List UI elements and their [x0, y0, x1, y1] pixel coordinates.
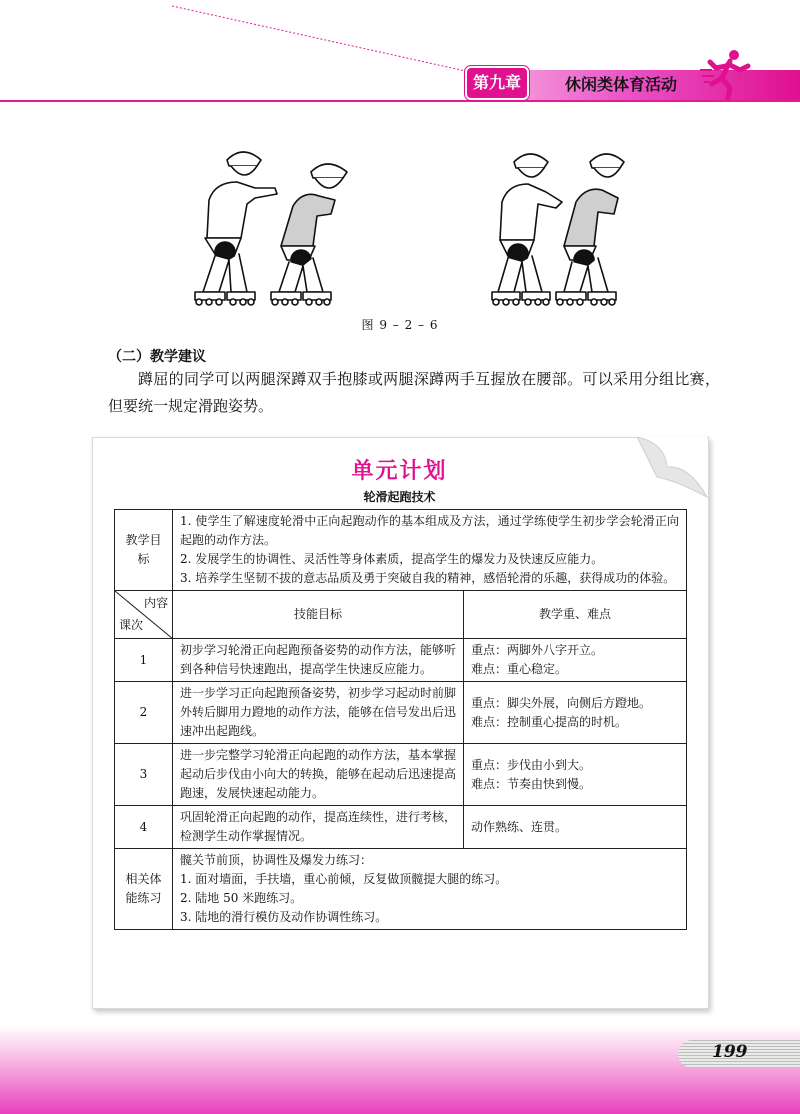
skill-column-header: 技能目标: [173, 591, 464, 639]
body-paragraph: 蹲屈的同学可以两腿深蹲双手抱膝或两腿深蹲两手互握放在腰部。可以采用分组比赛，但要统一规定滑跑姿势。: [108, 370, 720, 415]
fitness-intro: 髋关节前顶，协调性及爆发力练习：: [180, 853, 373, 867]
goal-item: 3. 培养学生坚韧不拔的意志品质及勇于突破自我的精神，感悟轮滑的乐趣，获得成功的体验。: [180, 571, 676, 585]
table-row: [115, 639, 687, 682]
chapter-badge: 第九章: [465, 66, 529, 100]
lesson-key-points: [464, 682, 687, 744]
header-rule: [0, 100, 800, 102]
unit-plan-title: 单元计划: [351, 459, 448, 484]
difficulty-point: 难点：重心稳定。: [471, 662, 568, 676]
lesson-skill: 初步学习轮滑正向起跑预备姿势的动作方法，能够听到各种信号快速跑出，提高学生快速反应能力。: [173, 639, 464, 682]
unit-plan-subtitle: 轮滑起跑技术: [363, 490, 436, 504]
lesson-skill: 巩固轮滑正向起跑的动作，提高连续性，进行考核，检测学生动作掌握情况。: [173, 806, 464, 849]
difficulty-point: 难点：控制重心提高的时机。: [471, 714, 628, 729]
key-point: 重点：步伐由小到大。: [471, 757, 592, 772]
table-row: [115, 744, 687, 806]
lesson-number: 2: [115, 682, 173, 744]
unit-plan-table: [114, 509, 687, 930]
figure-caption: 图 9 – 2 – 6: [361, 318, 439, 332]
fitness-row: [115, 849, 687, 930]
key-point: 重点：脚尖外展，向侧后方蹬地。: [471, 695, 652, 710]
fitness-item: 2. 陆地 50 米跑练习。: [180, 891, 303, 905]
skaters-start-pose-right: [490, 142, 680, 307]
table-header-row: [115, 591, 687, 639]
key-column-header: 教学重、难点: [464, 591, 687, 639]
key-point: 动作熟练、连贯。: [471, 819, 568, 834]
lesson-key-points: [464, 639, 687, 682]
lesson-skill: 进一步完整学习轮滑正向起跑的动作方法，基本掌握起动后步伐由小向大的转换，能够在起动后迅速提高跑速，发展快速起动能力。: [173, 744, 464, 806]
goals-label: 教学目标: [115, 510, 173, 591]
key-point: 重点：两脚外八字开立。: [471, 643, 604, 657]
corner-header: [115, 591, 173, 639]
skaters-start-pose-left: [185, 142, 385, 307]
fitness-item: 3. 陆地的滑行模仿及动作协调性练习。: [180, 910, 388, 924]
lesson-number: 1: [115, 639, 173, 682]
page-number: 199: [712, 1042, 748, 1062]
lesson-number: 3: [115, 744, 173, 806]
fitness-item: 1. 面对墙面，手扶墙，重心前倾，反复做顶髋提大腿的练习。: [180, 872, 508, 886]
fitness-label: 相关体能练习: [115, 849, 173, 930]
goal-item: 1. 使学生了解速度轮滑中正向起跑动作的基本组成及方法，通过学练使学生初步学会轮滑正向起跑的动作方法。: [180, 514, 679, 547]
footer-band: [0, 1025, 800, 1114]
section-heading: （二）教学建议: [108, 349, 206, 365]
corner-header-top: 内容: [143, 596, 168, 610]
corner-header-bottom: 课次: [119, 618, 144, 632]
goal-item: 2. 发展学生的协调性、灵活性等身体素质，提高学生的爆发力及快速反应能力。: [180, 552, 604, 566]
fitness-cell: [173, 849, 687, 930]
lesson-key-points: [464, 744, 687, 806]
goals-row: [115, 510, 687, 591]
chapter-title: 休闲类体育活动: [565, 75, 678, 94]
goals-cell: [173, 510, 687, 591]
difficulty-point: 难点：节奏由快到慢。: [471, 776, 592, 791]
lesson-number: 4: [115, 806, 173, 849]
table-row: [115, 806, 687, 849]
lesson-skill: 进一步学习正向起跑预备姿势，初步学习起动时前脚外转后脚用力蹬地的动作方法，能够在信号发出后迅速冲出起跑线。: [173, 682, 464, 744]
runner-icon: [700, 48, 760, 100]
table-row: [115, 682, 687, 744]
lesson-key-points: [464, 806, 687, 849]
